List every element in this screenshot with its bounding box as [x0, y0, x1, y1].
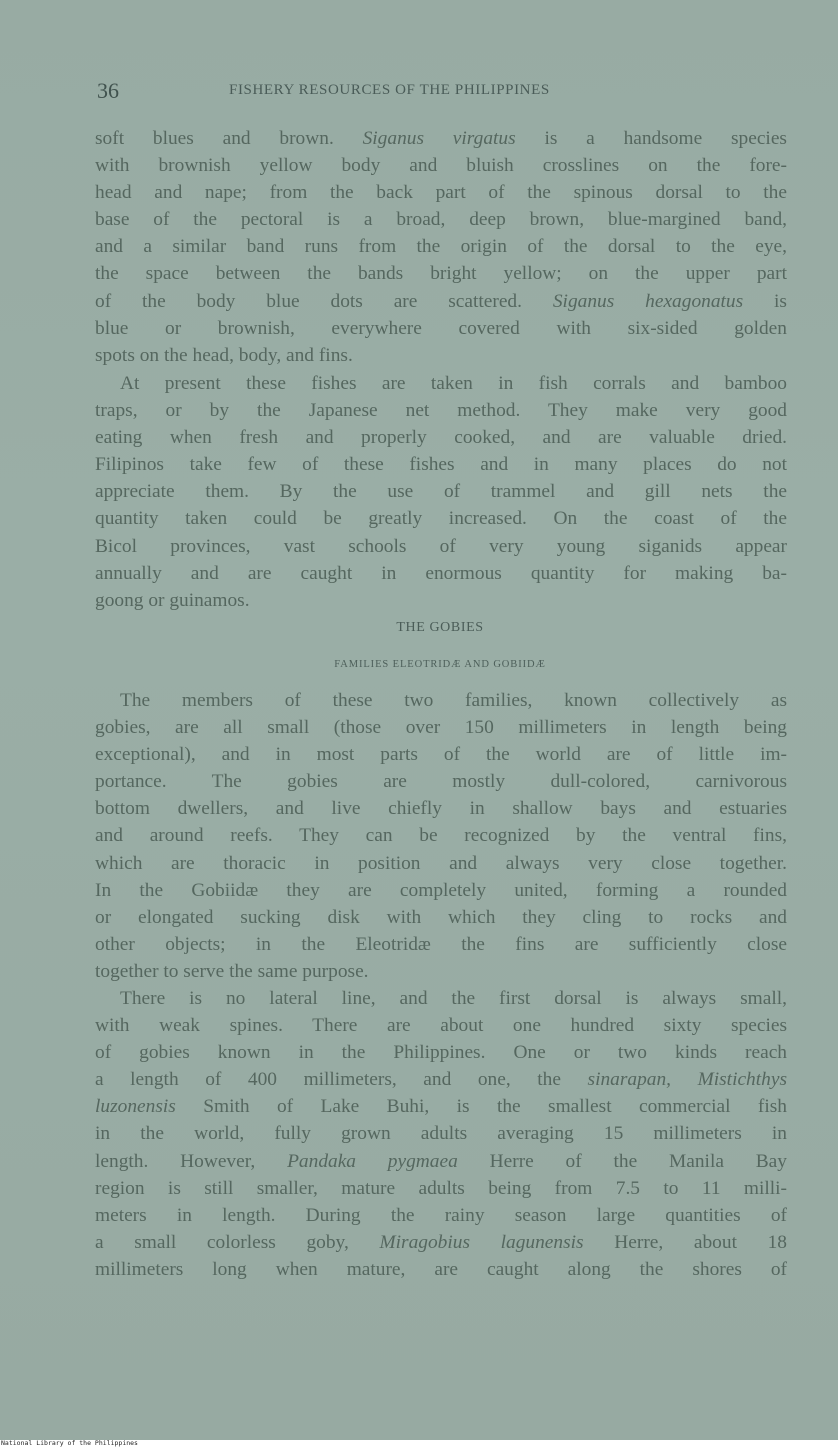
text-line: eating when fresh and properly cooked, and are valuable dried. — [95, 427, 787, 449]
text-line: a small colorless goby, Miragobius lagunensis Herre, about 18 — [95, 1231, 787, 1253]
text-line: or elongated sucking disk with which they cling to rocks and — [95, 906, 787, 928]
text-line: blue or brownish, everywhere covered with six-sided golden — [95, 317, 787, 339]
paragraph-gobies-description — [95, 687, 787, 985]
text-line: annually and are caught in enormous quantity for making ba- — [95, 562, 787, 584]
species-name: Siganus virgatus — [362, 128, 516, 149]
species-name: sinarapan, Mistichthys — [587, 1069, 787, 1091]
text-line: Filipinos take few of these fishes and in many places do not — [95, 454, 787, 476]
footer-strip — [0, 1440, 838, 1448]
text-line: the space between the bands bright yellow; on the upper part — [95, 263, 787, 285]
text-line: There is no lateral line, and the first dorsal is always small, — [120, 988, 787, 1009]
section-heading: THE GOBIES — [396, 620, 484, 635]
text-line: appreciate them. By the use of trammel and gill nets the — [95, 481, 787, 503]
text-line: together to serve the same purpose. — [95, 960, 369, 982]
text-line: with weak spines. There are about one hundred sixty species — [95, 1015, 787, 1037]
text-line: in the world, fully grown adults averaging 15 millimeters in — [95, 1123, 787, 1145]
text-line: traps, or by the Japanese net method. They make very good — [95, 400, 787, 422]
paragraph-goby-species — [95, 985, 787, 1283]
text-line: length. However, Pandaka pygmaea Herre of the Manila Bay — [95, 1150, 787, 1172]
species-name: Pandaka pygmaea — [287, 1150, 458, 1172]
text-line: region is still smaller, mature adults being from 7.5 to 11 milli- — [95, 1177, 787, 1199]
text-line: a length of 400 millimeters, and one, the sinarapan, Mistichthys — [95, 1069, 787, 1091]
text-line: quantity taken could be greatly increased. On the coast of the — [95, 508, 787, 530]
text-line: of gobies known in the Philippines. One or two kinds reach — [95, 1042, 787, 1064]
text-line: of the body blue dots are scattered. Siganus hexagonatus is — [95, 290, 787, 312]
text-line: luzonensis Smith of Lake Buhi, is the smallest commercial fish — [95, 1096, 787, 1118]
text-line: At present these fishes are taken in fish corrals and bamboo — [120, 373, 787, 394]
text-line: and around reefs. They can be recognized by the ventral fins, — [95, 825, 787, 847]
library-credit: National Library of the Philippines — [1, 1439, 138, 1447]
text-line: gobies, are all small (those over 150 millimeters in length being — [95, 717, 787, 739]
text-line: meters in length. During the rainy season large quantities of — [95, 1204, 787, 1226]
species-name: Siganus hexagonatus — [552, 290, 744, 312]
text-line: goong or guinamos. — [95, 589, 250, 611]
text-line: The members of these two families, known collectively as — [120, 690, 787, 711]
text-line: Bicol provinces, vast schools of very young siganids appear — [95, 535, 787, 557]
text-line: head and nape; from the back part of the spinous dorsal to the — [95, 182, 787, 204]
text-line: which are thoracic in position and always very close together. — [95, 852, 787, 874]
running-title: FISHERY RESOURCES OF THE PHILIPPINES — [229, 82, 550, 98]
text-line: base of the pectoral is a broad, deep brown, blue-margined band, — [95, 209, 787, 231]
text-line: In the Gobiidæ they are completely united, forming a rounded — [95, 879, 787, 901]
page-number: 36 — [97, 78, 119, 103]
text-line: portance. The gobies are mostly dull-colored, carnivorous — [95, 771, 787, 793]
species-name: Miragobius lagunensis — [379, 1231, 584, 1253]
text-line: and a similar band runs from the origin of the dorsal to the eye, — [95, 236, 787, 258]
text-line: bottom dwellers, and live chiefly in shallow bays and estuaries — [95, 798, 787, 820]
text-line: millimeters long when mature, are caught along the shores of — [95, 1258, 787, 1280]
text-line: exceptional), and in most parts of the world are of little im- — [95, 744, 787, 766]
running-head — [97, 78, 787, 108]
paragraph-siganid-fishery — [95, 370, 787, 614]
species-name: luzonensis — [95, 1096, 176, 1118]
section-subheading: FAMILIES ELEOTRIDÆ AND GOBIIDÆ — [334, 659, 546, 670]
text-line: spots on the head, body, and fins. — [95, 344, 353, 366]
text-line: with brownish yellow body and bluish crosslines on the fore- — [95, 155, 787, 177]
paragraph-siganus-colors — [95, 125, 787, 369]
text-line: soft blues and brown. Siganus virgatus is a handsome species — [95, 128, 787, 149]
text-line: other objects; in the Eleotridæ the fins are sufficiently close — [95, 933, 787, 955]
